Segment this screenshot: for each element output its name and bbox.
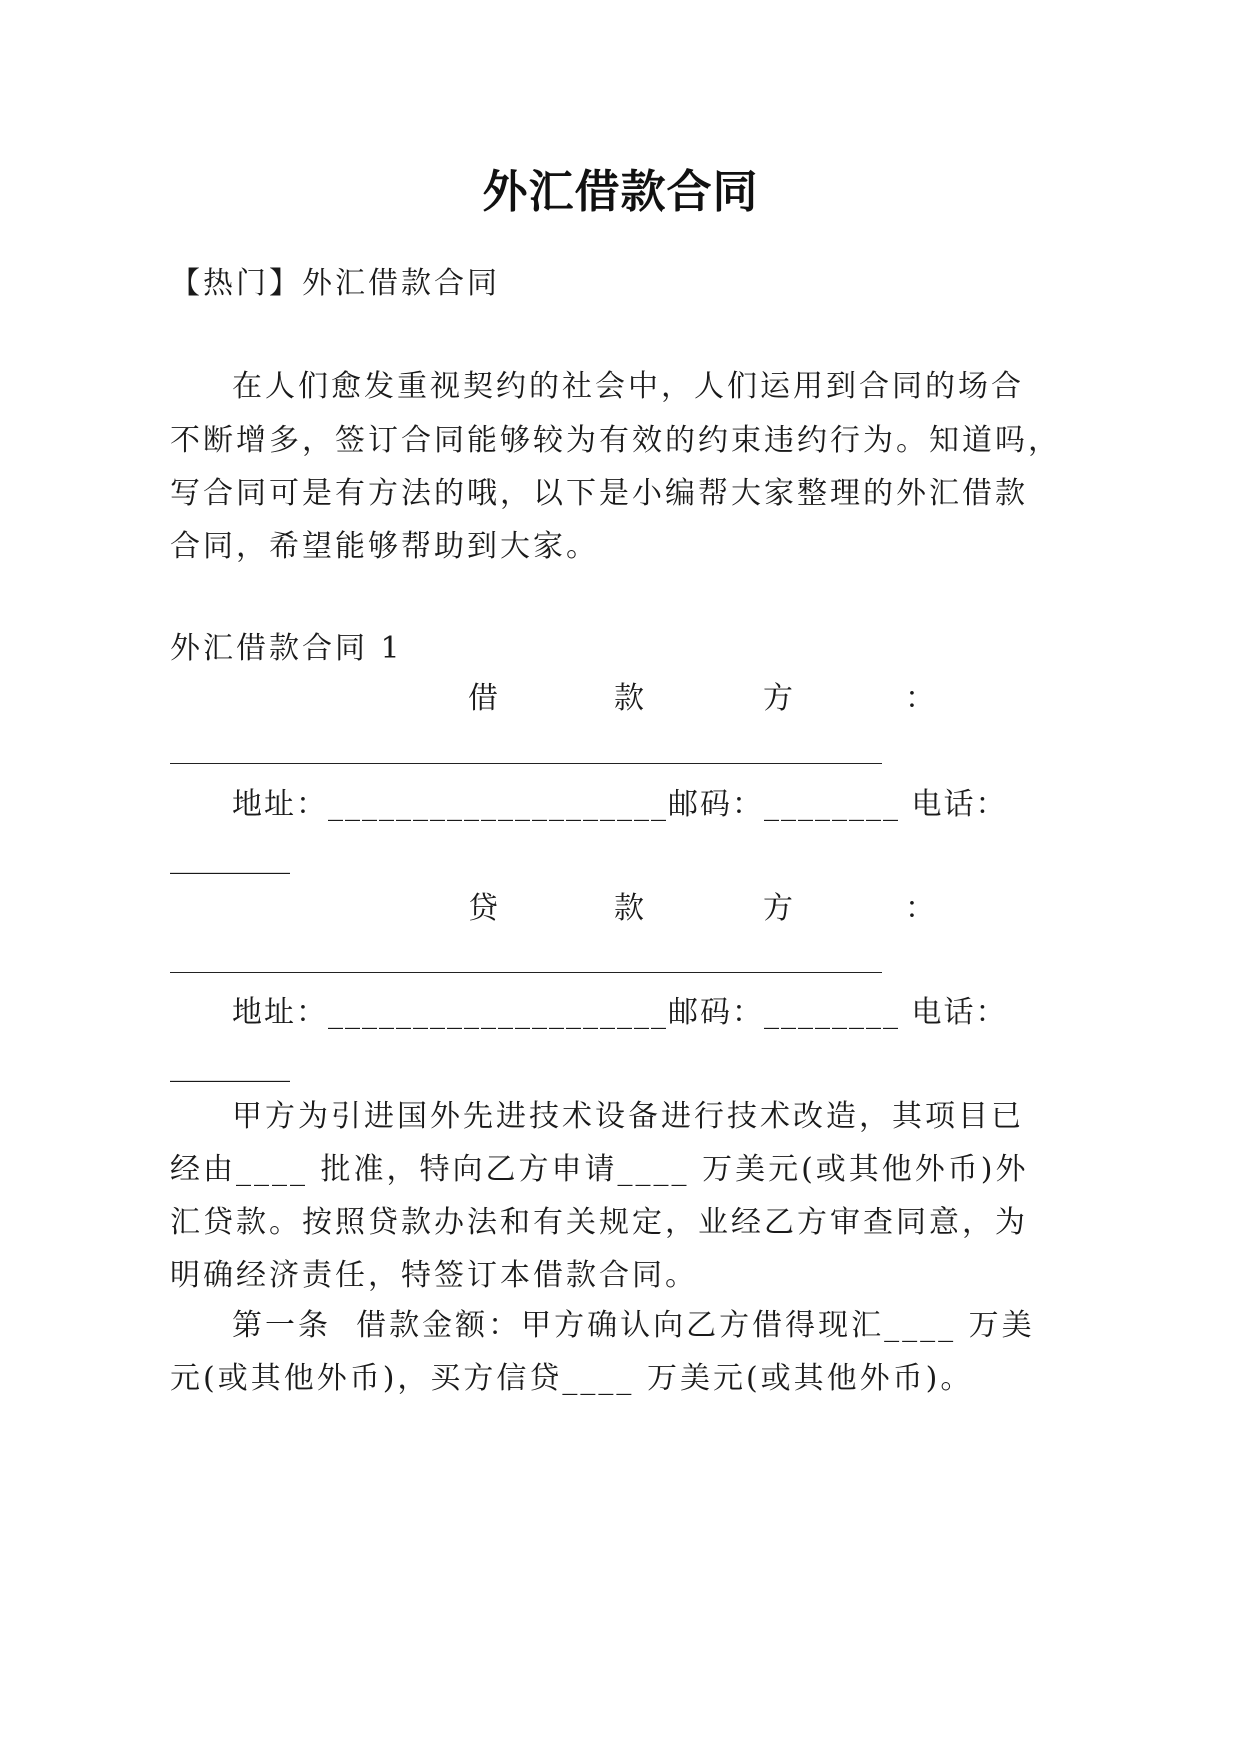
borrower-char-3: 方 bbox=[763, 681, 793, 716]
borrower-char-1: 借 bbox=[468, 681, 498, 716]
lender-char-2: 款 bbox=[614, 891, 644, 926]
lender-char-1: 贷 bbox=[468, 891, 498, 926]
tag-line: 【热门】外汇借款合同 bbox=[170, 266, 500, 301]
article1-line-1: 第一条 借款金额：甲方确认向乙方借得现汇____ 万美 bbox=[232, 1308, 1035, 1343]
lender-phone-blank: ________ bbox=[170, 1048, 290, 1083]
body-line-4: 明确经济责任，特签订本借款合同。 bbox=[170, 1258, 698, 1293]
intro-line-1: 在人们愈发重视契约的社会中，人们运用到合同的场合 bbox=[232, 369, 1024, 404]
borrower-char-2: 款 bbox=[614, 681, 644, 716]
section-heading: 外汇借款合同 1 bbox=[170, 631, 403, 666]
intro-line-4: 合同，希望能够帮助到大家。 bbox=[170, 529, 599, 564]
lender-name-blank bbox=[170, 972, 882, 973]
lender-address-line: 地址：____________________邮码：________ 电话： bbox=[232, 995, 1008, 1030]
borrower-phone-blank: ________ bbox=[170, 840, 290, 875]
intro-line-2: 不断增多，签订合同能够较为有效的约束违约行为。知道吗， bbox=[170, 423, 1061, 458]
borrower-colon: ： bbox=[905, 681, 935, 716]
borrower-address-line: 地址：____________________邮码：________ 电话： bbox=[232, 787, 1008, 822]
borrower-name-blank bbox=[170, 763, 882, 764]
article1-line-2: 元(或其他外币)，买方信贷____ 万美元(或其他外币)。 bbox=[170, 1361, 974, 1396]
body-line-3: 汇贷款。按照贷款办法和有关规定，业经乙方审查同意，为 bbox=[170, 1205, 1028, 1240]
body-line-1: 甲方为引进国外先进技术设备进行技术改造，其项目已 bbox=[232, 1099, 1024, 1134]
document-title: 外汇借款合同 bbox=[482, 165, 759, 218]
lender-char-3: 方 bbox=[763, 891, 793, 926]
body-line-2: 经由____ 批准，特向乙方申请____ 万美元(或其他外币)外 bbox=[170, 1152, 1029, 1187]
intro-line-3: 写合同可是有方法的哦，以下是小编帮大家整理的外汇借款 bbox=[170, 476, 1028, 511]
lender-colon: ： bbox=[905, 891, 935, 926]
